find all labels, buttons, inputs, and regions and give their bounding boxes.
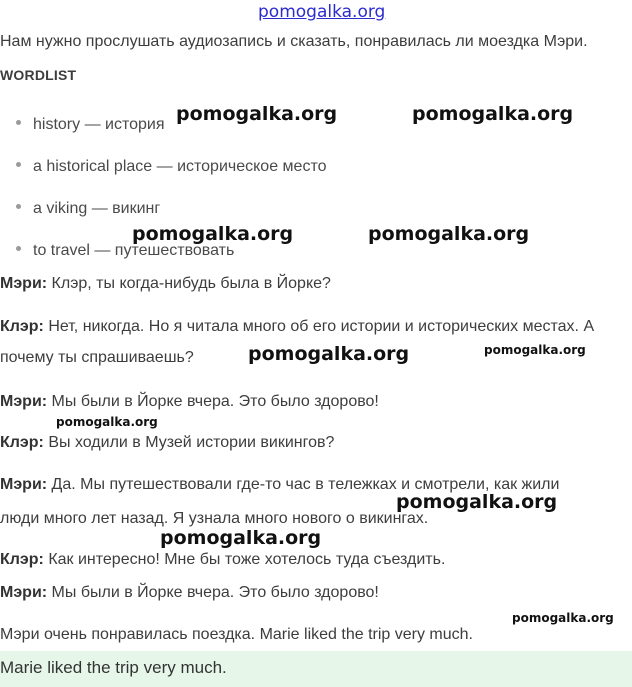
- dialogue-text: люди много лет назад. Я узнала много нового о викингах.: [0, 510, 429, 527]
- speaker-name: Мэри: [0, 393, 42, 410]
- wordlist-heading: WORDLIST: [0, 67, 77, 83]
- watermark: pomogalka.org: [412, 103, 574, 125]
- wordlist-item-text: a viking — викинг: [33, 200, 161, 217]
- intro-text: Нам нужно прослушать аудиозапись и сказать, понравилась ли моездка Мэри.: [0, 33, 588, 50]
- wordlist-item-text: history — история: [33, 116, 165, 133]
- watermark: pomogalka.org: [132, 223, 294, 245]
- dialogue-text: Как интересно! Мне бы тоже хотелось туда съездить.: [43, 551, 446, 568]
- watermark: pomogalka.org: [368, 223, 530, 245]
- speaker-separator: :: [38, 318, 44, 335]
- dialogue-text: Вы ходили в Музей истории викингов?: [43, 434, 335, 451]
- speaker-name: Мэри: [0, 275, 42, 292]
- dialogue-text: Клэр, ты когда-нибудь была в Йорке?: [47, 275, 331, 292]
- dialogue-text: Мы были в Йорке вчера. Это было здорово!: [47, 584, 379, 601]
- conclusion-text: Мэри очень понравилась поездка. Marie liked the trip very much.: [0, 626, 473, 643]
- dialogue-text: Да. Мы путешествовали где-то час в тележках и смотрели, как жили: [47, 476, 560, 493]
- bullet-icon: [16, 120, 21, 125]
- watermark: pomogalka.org: [160, 527, 322, 549]
- watermark-top[interactable]: pomogalka.org: [258, 2, 386, 22]
- bullet-icon: [16, 204, 21, 209]
- answer-text: Marie liked the trip very much.: [0, 658, 227, 677]
- dialogue-line: [0, 510, 428, 528]
- dialogue-line: [0, 434, 334, 452]
- watermark: pomogalka.org: [396, 491, 558, 513]
- speaker-separator: :: [38, 551, 44, 568]
- speaker-name: Клэр: [0, 551, 39, 568]
- wordlist-item: [16, 158, 326, 176]
- dialogue-line: [0, 393, 379, 411]
- dialogue-line: [0, 349, 194, 367]
- speaker-name: Мэри: [0, 584, 42, 601]
- speaker-separator: :: [41, 393, 48, 410]
- watermark: pomogalka.org: [484, 343, 586, 357]
- bullet-icon: [16, 246, 21, 251]
- watermark: pomogalka.org: [176, 103, 338, 125]
- speaker-separator: :: [41, 584, 48, 601]
- dialogue-line: [0, 584, 379, 602]
- dialogue-text: Мы были в Йорке вчера. Это было здорово!: [47, 393, 379, 410]
- dialogue-text: почему ты спрашиваешь?: [0, 349, 194, 366]
- speaker-separator: :: [41, 275, 48, 292]
- wordlist-item: [16, 200, 160, 218]
- watermark: pomogalka.org: [248, 343, 410, 365]
- speaker-separator: :: [38, 434, 44, 451]
- wordlist-item-text: a historical place — историческое место: [33, 158, 327, 175]
- bullet-icon: [16, 162, 21, 167]
- dialogue-line: [0, 275, 331, 293]
- watermark: pomogalka.org: [56, 415, 158, 429]
- speaker-name: Мэри: [0, 476, 42, 493]
- speaker-name: Клэр: [0, 318, 39, 335]
- watermark: pomogalka.org: [512, 611, 614, 625]
- speaker-separator: :: [41, 476, 48, 493]
- wordlist-item: [16, 116, 165, 134]
- speaker-name: Клэр: [0, 434, 39, 451]
- dialogue-text: Нет, никогда. Но я читала много об его истории и исторических местах. А: [43, 318, 595, 335]
- wordlist-item-text: to travel — путешествовать: [33, 242, 235, 259]
- dialogue-line: [0, 318, 594, 336]
- dialogue-line: [0, 551, 445, 569]
